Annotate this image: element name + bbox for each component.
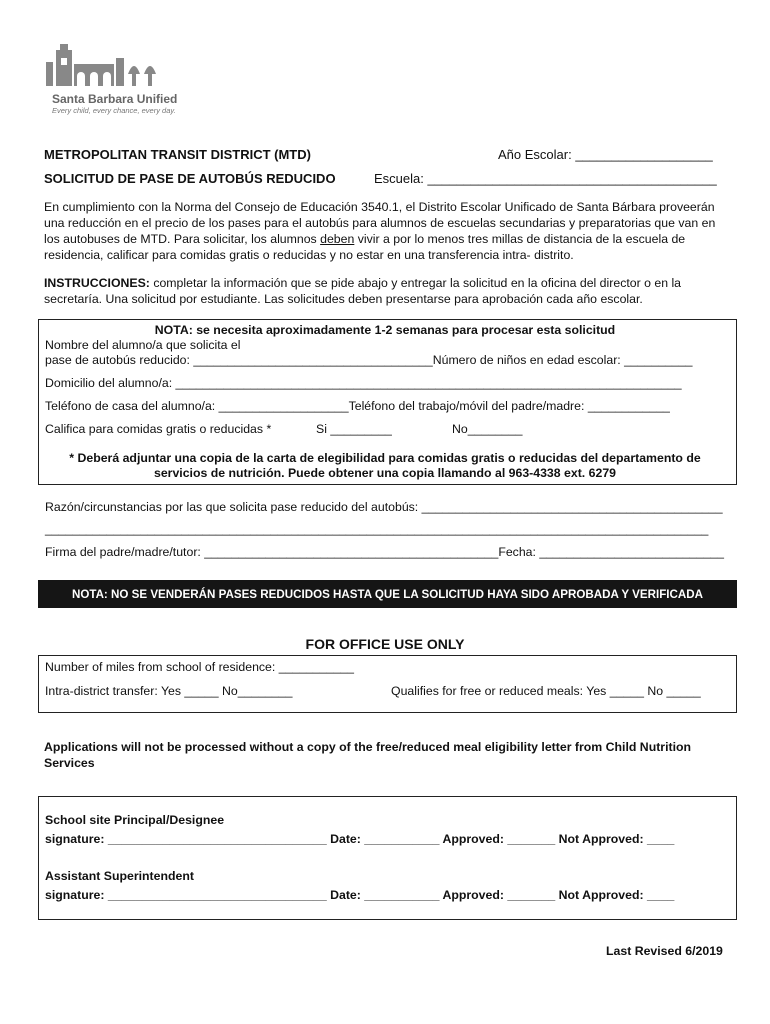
qualifies-field[interactable]: Qualifies for free or reduced meals: Yes _____ No _____ xyxy=(391,684,701,698)
superintendent-signature-line[interactable]: signature: ________________________________ Date: ___________ Approved: _______ Not Approved: ____ xyxy=(45,888,675,902)
attach-note-line1: * Deberá adjuntar una copia de la carta de elegibilidad para comidas gratis o reducidas del departamento de xyxy=(69,451,701,465)
student-address-field[interactable]: Domicilio del alumno/a: __________________________________________________________________________ xyxy=(45,376,682,390)
attach-note-line2: servicios de nutrición. Puede obtener una copia llamando al 963-4338 ext. 6279 xyxy=(154,466,616,480)
principal-title: School site Principal/Designee xyxy=(45,813,225,827)
meals-no-field[interactable]: No________ xyxy=(452,422,523,436)
processing-note: NOTA: se necesita aproximadamente 1-2 semanas para procesar esta solicitud xyxy=(154,323,616,337)
principal-signature-line[interactable]: signature: ________________________________ Date: ___________ Approved: _______ Not Approved: ____ xyxy=(45,832,675,846)
parent-signature-field[interactable]: Firma del padre/madre/tutor: ___________________________________________Fecha: ___________________________ xyxy=(45,545,724,559)
intro-paragraph xyxy=(44,199,730,263)
logo-name: Santa Barbara Unified xyxy=(52,92,178,106)
warning-banner: NOTA: NO SE VENDERÁN PASES REDUCIDOS HASTA QUE LA SOLICITUD HAYA SIDO APROBADA Y VERIFICADA xyxy=(38,580,737,608)
superintendent-title: Assistant Superintendent xyxy=(45,869,194,883)
intro-text-1: En cumplimiento con la Norma del Consejo de Educación 3540.1, el Distrito Escolar Unificado de Santa Bárbara proveerán una reducción en el precio de los pases para el autobús para alumnos de escuelas secundarias y preparatorias que van en los autobuses de MTD. Para solicitar, los alumnos xyxy=(44,200,716,246)
office-use-title: FOR OFFICE USE ONLY xyxy=(305,636,465,652)
school-year-field[interactable]: Año Escolar: ___________________ xyxy=(498,147,713,162)
instructions-text: completar la información que se pide abajo y entregar la solicitud en la oficina del director o en la secretaría. Una solicitud por estudiante. Las solicitudes deben presentarse para aprobación cada año escolar. xyxy=(44,276,682,306)
intro-text-2: vivir a por lo menos tres millas de distancia de la escuela de residencia, calificar para comidas gratis o reducidas y no estar en una transferencia intra- distrito. xyxy=(44,232,686,262)
school-field[interactable]: Escuela: ________________________________________ xyxy=(374,171,717,186)
intro-emphasis: deben xyxy=(320,232,355,246)
transfer-field[interactable]: Intra-district transfer: Yes _____ No________ xyxy=(45,684,293,698)
instructions-paragraph xyxy=(44,275,730,307)
instructions-label: INSTRUCCIONES: xyxy=(44,276,150,290)
phone-fields[interactable]: Teléfono de casa del alumno/a: ___________________Teléfono del trabajo/móvil del padre/madre: ____________ xyxy=(45,399,670,413)
logo-tagline: Every child, every chance, every day. xyxy=(52,106,176,115)
reason-field-line2[interactable]: _________________________________________________________________________________________________ xyxy=(45,522,709,536)
student-name-label: Nombre del alumno/a que solicita el xyxy=(45,338,241,352)
reason-field[interactable]: Razón/circunstancias por las que solicita pase reducido del autobús: ____________________________________________ xyxy=(45,500,723,514)
miles-field[interactable]: Number of miles from school of residence: ___________ xyxy=(45,660,354,674)
meals-yes-field[interactable]: Si _________ xyxy=(316,422,392,436)
meals-label: Califica para comidas gratis o reducidas * xyxy=(45,422,272,436)
student-name-field[interactable]: pase de autobús reducido: ___________________________________Número de niños en edad escolar: __________ xyxy=(45,353,693,367)
form-title: SOLICITUD DE PASE DE AUTOBÚS REDUCIDO xyxy=(44,171,336,186)
eligibility-warning: Applications will not be processed without a copy of the free/reduced meal eligibility letter from Child Nutrition Services xyxy=(44,740,692,770)
last-revised: Last Revised 6/2019 xyxy=(606,944,723,958)
district-title: METROPOLITAN TRANSIT DISTRICT (MTD) xyxy=(44,147,311,162)
